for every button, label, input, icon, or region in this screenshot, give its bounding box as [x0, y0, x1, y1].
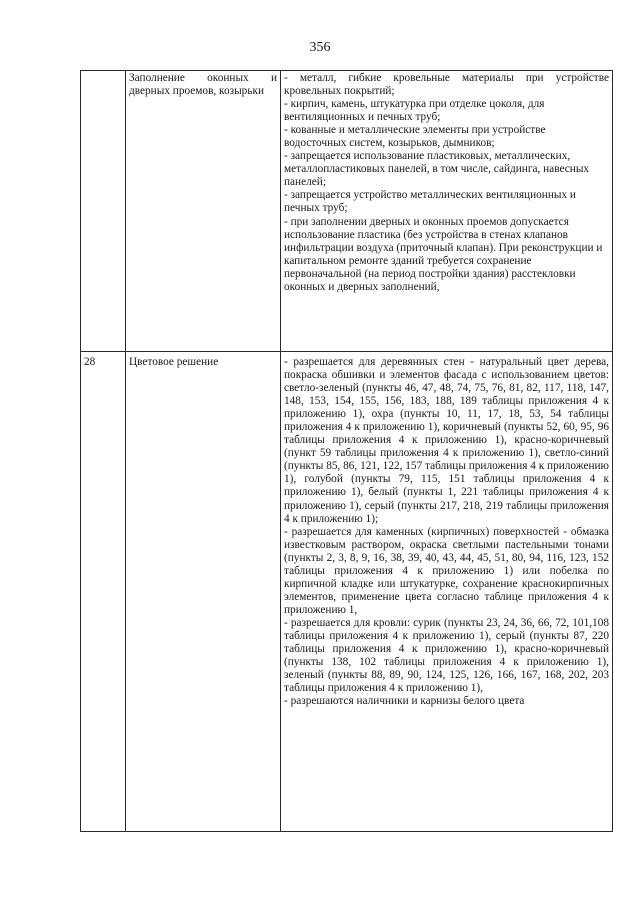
list-item: - разрешается для кровли: сурик (пункты 23, 24, 36, 66, 72, 101,108 таблицы приложения 4 к приложению 1), серый (пункты 87, 220 таблицы приложения 4 к приложению 1), красно-коричневый (пункты 138, 102 таблицы приложения 4 к приложению 1), зеленый (пункты 88, 89, 90, 124, 125, 126, 166, 167, 168, 202, 203 таблицы приложения 4 к приложению 1),: [284, 616, 609, 695]
list-item: - разрешается для каменных (кирпичных) поверхностей - обмазка известковым раствором, окраска светлыми пастельными тонами (пункты 2, 3, 8, 9, 16, 38, 39, 40, 43, 44, 45, 51, 80, 94, 116, 123, 152 таблицы приложения 4 к приложению 1) или побелка по кирпичной кладке или штукатурке, сохранение краснокирпичных элементов, применение цвета согласно таблице приложения 4 к приложению 1,: [284, 525, 609, 616]
list-item: - кирпич, камень, штукатурка при отделке цоколя, для вентиляционных и печных труб;: [284, 98, 545, 124]
row-number-cell: 28: [81, 352, 126, 832]
row-title-cell: Цветовое решение: [126, 352, 281, 832]
page-number: 356: [309, 40, 331, 55]
list-item: - запрещается использование пластиковых, металлических, металлопластиковых панелей, в том числе, сайдинга, навесных панелей;: [284, 150, 590, 189]
row-description-cell: [281, 71, 613, 352]
list-item: - разрешается для деревянных стен - натуральный цвет дерева, покраска обшивки и элементов фасада с использованием цветов: светло-зеленый (пункты 46, 47, 48, 74, 75, 76, 81, 82, 117, 118, 147, 148, 153, 154, 155, 156, 183, 188, 189 таблицы приложения 4 к приложению 1), охра (пункты 10, 11, 17, 18, 53, 54 таблицы приложения 4 к приложению 1), коричневый (пункты 52, 60, 95, 96 таблицы приложения 4 к приложению 1), красно-коричневый (пункт 59 таблицы приложения 4 к приложению 1), светло-синий (пункты 85, 86, 121, 122, 157 таблицы приложения 4 к приложению 1), голубой (пункты 79, 115, 151 таблицы приложения 4 к приложению 1), белый (пункты 1, 221 таблицы приложения 4 к приложению 1), серый (пункты 217, 218, 219 таблицы приложения 4 к приложению 1);: [284, 356, 609, 525]
list-item: - металл, гибкие кровельные материалы при устройстве кровельных покрытий;: [284, 72, 609, 98]
table-row: [81, 352, 613, 832]
list-item: - при заполнении дверных и оконных проемов допускается использование пластика (без устройства в стенах клапанов инфильтрации воздуха (приточный клапан). При реконструкции и капитальном ремонте зданий требуется сохранение первоначальной (на период постройки здания) расстекловки оконных и дверных заполнений,: [284, 215, 603, 293]
row-title-cell: Заполнение оконных и дверных проемов, козырьки: [126, 71, 281, 352]
row-number-cell: [81, 71, 126, 352]
regulations-table: [80, 70, 613, 832]
row-description-cell: [281, 352, 613, 832]
list-item: - разрешаются наличники и карнизы белого цвета: [284, 695, 525, 708]
list-item: - кованные и металлические элементы при устройстве водосточных систем, козырьков, дымников;: [284, 124, 546, 150]
table-row: [81, 71, 613, 352]
list-item: - запрещается устройство металлических вентиляционных и печных труб;: [284, 189, 576, 215]
